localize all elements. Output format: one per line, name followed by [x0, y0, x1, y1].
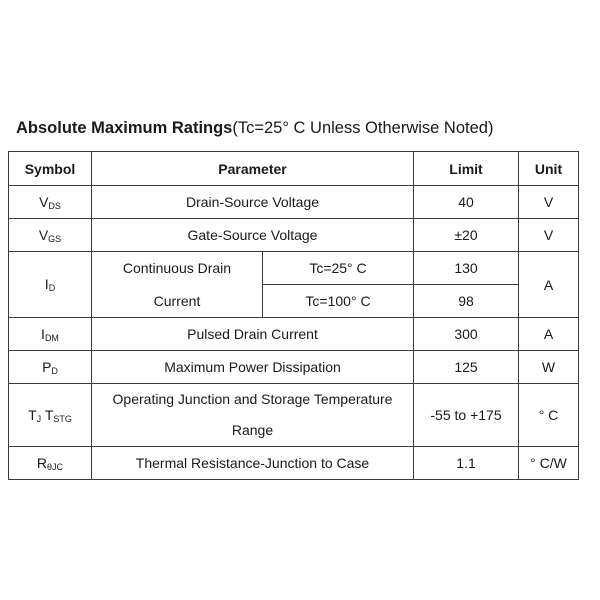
- table-row: [9, 285, 579, 318]
- parameter-line1-cell: Continuous Drain: [92, 252, 263, 285]
- limit-cell: 300: [414, 318, 519, 351]
- parameter-cell: Thermal Resistance-Junction to Case: [92, 447, 414, 480]
- header-parameter: Parameter: [92, 152, 414, 186]
- symbol-subscript: J: [36, 413, 42, 424]
- parameter-line2-cell: Current: [92, 285, 263, 318]
- symbol-main: I: [44, 276, 49, 292]
- symbol-subscript: D: [48, 283, 56, 293]
- parameter-cell: Gate-Source Voltage: [92, 219, 414, 252]
- header-limit: Limit: [414, 152, 519, 186]
- unit-cell: V: [519, 219, 579, 252]
- symbol-cell: [9, 351, 92, 384]
- table-row: [9, 252, 579, 285]
- symbol-subscript: DS: [48, 200, 61, 211]
- symbol-main: V: [38, 226, 49, 243]
- symbol-subscript: DM: [44, 332, 59, 343]
- limit-cell: 98: [414, 285, 519, 318]
- unit-cell: W: [519, 351, 579, 384]
- parameter-cell: Pulsed Drain Current: [92, 318, 414, 351]
- limit-cell: 40: [414, 186, 519, 219]
- unit-cell: A: [519, 252, 579, 318]
- symbol-cell: [9, 186, 92, 219]
- condition-cell: Tc=100° C: [263, 285, 414, 318]
- title-condition: (Tc=25° C Unless Otherwise Noted): [232, 119, 494, 137]
- limit-cell: ±20: [414, 219, 519, 252]
- absolute-maximum-ratings-table: [8, 151, 579, 480]
- unit-cell: ° C/W: [519, 447, 579, 480]
- parameter-cell: [92, 384, 414, 447]
- symbol-subscript: STG: [53, 413, 72, 424]
- symbol-main: T: [28, 406, 37, 423]
- limit-cell: 125: [414, 351, 519, 384]
- parameter-cell: Maximum Power Dissipation: [92, 351, 414, 384]
- unit-cell: V: [519, 186, 579, 219]
- symbol-main: R: [36, 454, 48, 471]
- parameter-cell: Drain-Source Voltage: [92, 186, 414, 219]
- parameter-line2: Range: [231, 422, 274, 438]
- title-bold: Absolute Maximum Ratings: [16, 119, 233, 137]
- symbol-cell: [9, 318, 92, 351]
- table-row: [9, 351, 579, 384]
- header-symbol: Symbol: [9, 152, 92, 186]
- symbol-main: T: [44, 406, 54, 423]
- limit-cell: 130: [414, 252, 519, 285]
- parameter-line1: Operating Junction and Storage Temperature: [112, 391, 393, 407]
- symbol-cell: [9, 219, 92, 252]
- table-row: [9, 318, 579, 351]
- table-row: [9, 219, 579, 252]
- symbol-main: P: [42, 358, 52, 375]
- symbol-main: V: [39, 193, 49, 210]
- symbol-cell: [9, 447, 92, 480]
- table-row: [9, 384, 579, 447]
- symbol-subscript: GS: [48, 233, 62, 244]
- symbol-cell: [9, 252, 92, 318]
- limit-cell: 1.1: [414, 447, 519, 480]
- unit-cell: A: [519, 318, 579, 351]
- condition-cell: Tc=25° C: [263, 252, 414, 285]
- symbol-subscript: θJC: [47, 461, 64, 472]
- header-unit: Unit: [519, 152, 579, 186]
- limit-cell: -55 to +175: [414, 384, 519, 447]
- table-row: [9, 186, 579, 219]
- symbol-main: I: [41, 325, 45, 342]
- symbol-cell: [9, 384, 92, 447]
- table-row: [9, 447, 579, 480]
- symbol-subscript: D: [51, 365, 58, 376]
- unit-cell: ° C: [519, 384, 579, 447]
- header-row: [9, 152, 579, 186]
- table-title: [16, 119, 493, 138]
